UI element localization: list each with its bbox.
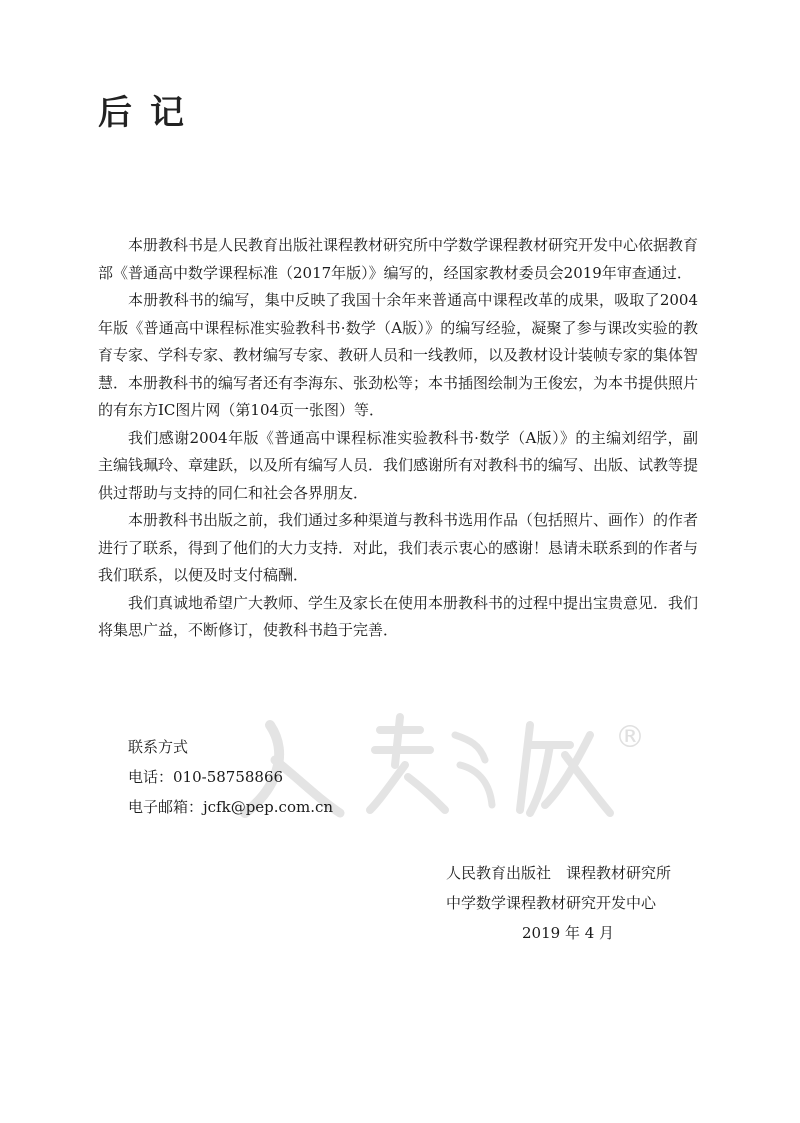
paragraph-4: 本册教科书出版之前，我们通过多种渠道与教科书选用作品（包括照片、画作）的作者进行了联系，得到了他们的大力支持．对此，我们表示衷心的感谢！恳请未联系到的作者与我们联系，以便及时支付稿酬．: [98, 511, 699, 584]
paragraph-2: 本册教科书的编写，集中反映了我国十余年来普通高中课程改革的成果，吸取了2004年版《普通高中课程标准实验教科书·数学（A版）》的编写经验，凝聚了参与课改实验的教育专家、学科专家、教材编写专家、教研人员和一线教师，以及教材设计装帧专家的集体智慧．本册教科书的编写者还有李海东、张劲松等；本书插图绘制为王俊宏，为本书提供照片的有东方IC图片网（第104页一张图）等．: [98, 291, 699, 419]
contact-phone: 电话：010-58758866: [128, 768, 284, 786]
paragraph-1: 本册教科书是人民教育出版社课程教材研究所中学数学课程教材研究开发中心依据教育部《普通高中数学课程标准（2017年版）》编写的，经国家教材委员会2019年审查通过．: [98, 236, 699, 282]
signature-org-2: 中学数学课程教材研究开发中心: [446, 894, 657, 912]
registered-mark: ®: [615, 720, 645, 755]
contact-heading: 联系方式: [128, 738, 189, 756]
signature-date: 2019 年 4 月: [522, 924, 615, 942]
afterword-body: [98, 232, 698, 645]
contact-email: 电子邮箱：jcfk@pep.com.cn: [128, 798, 334, 816]
signature-org-1: 人民教育出版社 课程教材研究所: [446, 864, 672, 882]
signature-block: [400, 858, 740, 948]
paragraph-5: 我们真诚地希望广大教师、学生及家长在使用本册教科书的过程中提出宝贵意见．我们将集思广益，不断修订，使教科书趋于完善．: [98, 593, 699, 639]
contact-info: [128, 732, 333, 822]
page-title: 后记: [98, 93, 202, 133]
paragraph-3: 我们感谢2004年版《普通高中课程标准实验教科书·数学（A版）》的主编刘绍学，副主编钱珮玲、章建跃，以及所有编写人员．我们感谢所有对教科书的编写、出版、试教等提供过帮助与支持的同仁和社会各界朋友．: [98, 428, 699, 502]
